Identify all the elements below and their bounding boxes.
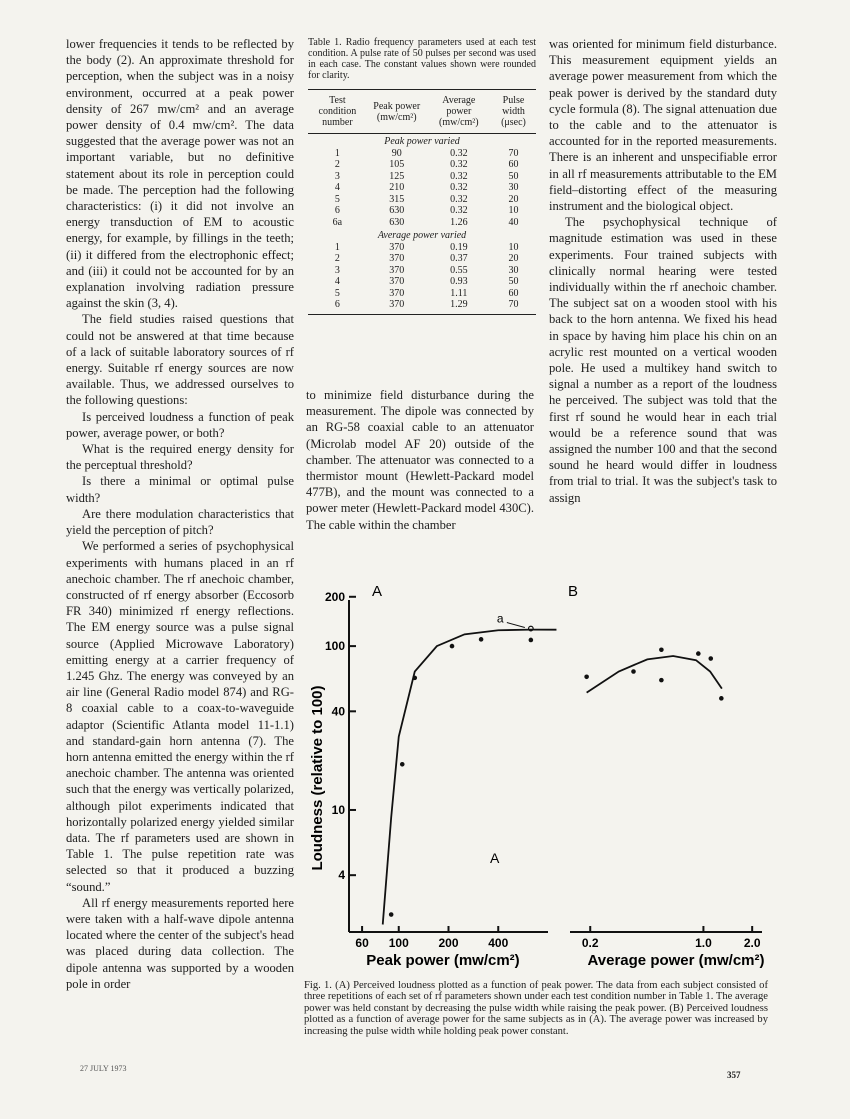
table-cell: 1.26 [450, 216, 468, 228]
x-tick-label: 200 [438, 936, 459, 950]
table-cell: 1 [334, 241, 340, 253]
table-cell: 3 [334, 264, 340, 276]
table-cell: 6a [332, 216, 343, 228]
table-cell: 3 [334, 170, 340, 182]
table-row [308, 242, 536, 254]
table-cell: 630 [389, 205, 405, 216]
panel-a-fit-curve [383, 630, 557, 925]
table-cell: 2 [334, 159, 340, 170]
left-column [66, 36, 294, 992]
table-row [308, 205, 536, 217]
table-cell: 370 [389, 287, 405, 299]
table-header-row [308, 90, 536, 134]
panel-b-point [659, 647, 664, 652]
paragraph: lower frequencies it tends to be reflected by the body (2). An approximate threshold for perception, when the subject was in a noisy environment, occurred at a peak power density of 267 mw/cm² and an average power density of 0.4 mw/cm². The data suggested that the average power was not an important variable, but no definitive statement about its role in perception could be made. The perception had the following characteristics: (i) it did not involve an energy transduction of EM to acoustic energy, for example, by fillings in the teeth; (ii) it differed from the electrophonic effect; and (iii) it could not be accounted for by an explanation involving radiation pressure against the skin (3, 4). [66, 37, 294, 311]
table-row [308, 194, 536, 206]
table-row [308, 253, 536, 265]
table-cell: 0.32 [450, 193, 468, 205]
right-column [549, 36, 777, 506]
table-cell: 40 [508, 216, 519, 228]
table-cell: 4 [334, 276, 340, 287]
table-cell: 125 [389, 170, 405, 182]
table-row [308, 171, 536, 183]
table-header: Average power (mw/cm²) [427, 90, 491, 134]
x-tick-label: 60 [355, 936, 369, 950]
table-cell: 50 [508, 276, 519, 287]
middle-column [306, 387, 534, 533]
panel-b-x-axis-label: Average power (mw/cm²) [587, 952, 765, 969]
table-header: Test condition number [308, 90, 367, 134]
table-cell: 5 [334, 193, 340, 205]
panel-a-point [400, 762, 405, 767]
table-cell: 20 [508, 253, 519, 264]
table-cell: 6 [308, 299, 367, 314]
table-row [308, 159, 536, 171]
x-tick-label: 0.2 [581, 936, 599, 950]
table-cell: 10 [508, 241, 519, 253]
paragraph: to minimize field disturbance during the measurement. The dipole was connected by an RG-58 coaxial cable to an attenuator (Microlab model AF 20) outside of the chamber. The attenuator was connected to a thermistor mount (Hewlett-Packard model 477B), and the mount was connected to a power meter (Hewlett-Packard model 430C). The cable within the chamber [306, 388, 534, 532]
table-cell: 1.11 [450, 287, 468, 299]
y-tick-label: 200 [324, 589, 345, 604]
table-1 [308, 37, 536, 315]
table-cell: 2 [334, 253, 340, 264]
figure-data [325, 590, 761, 950]
table-cell: 0.19 [450, 241, 468, 253]
table-cell: 20 [508, 193, 519, 205]
table-header: Pulse width (μsec) [491, 90, 536, 134]
table-row [308, 276, 536, 288]
paragraph: Is there a minimal or optimal pulse width? [66, 474, 294, 505]
table-cell: 370 [389, 276, 405, 287]
table-cell: 370 [389, 241, 405, 253]
table-section-row [308, 228, 536, 242]
table-cell: 70 [491, 299, 536, 314]
panel-b-point [631, 669, 636, 674]
table-cell: 0.32 [450, 159, 468, 170]
paragraph: What is the required energy density for the perceptual threshold? [66, 442, 294, 473]
panel-a-label: A [372, 583, 383, 600]
panel-a-point [412, 676, 417, 681]
parameters-table [308, 89, 536, 315]
table-row [308, 148, 536, 160]
table-cell: 0.32 [450, 170, 468, 182]
panel-b-point [659, 678, 664, 683]
table-cell: 60 [508, 159, 519, 170]
table-cell: 1 [334, 147, 340, 159]
table-cell: 370 [367, 299, 427, 314]
y-tick-label: 40 [331, 704, 345, 719]
y-tick-label: 4 [338, 868, 345, 883]
paragraph: We performed a series of psychophysical experiments with humans placed in an rf anechoic chamber. The rf anechoic chamber, constructed of rf energy absorber (Eccosorb FR 340) minimized rf energy reflections. The EM energy source was a pulse signal source (Applied Microwave Laboratory) emitting energy at a carrier frequency of 1.245 Ghz. The energy was conveyed by an air line (General Radio model 874) and RG-8 coaxial cable to a coax-to-waveguide adaptor (Scientific Atlanta model 11-1.1) and standard-gain horn antenna (7). The horn antenna emitted the energy within the rf anechoic chamber. The antenna was oriented such that the energy was vertically polarized, although pilot experiments indicated that horizontally polarized energy yielded similar data. The rf parameters used are shown in Table 1. The pulse repetition rate was selected so that it produced a buzzing “sound.” [66, 539, 294, 894]
table-row [308, 265, 536, 277]
panel-a-point [529, 638, 534, 643]
y-tick-label: 10 [331, 802, 345, 817]
table-cell: 90 [391, 147, 402, 159]
table-caption: Table 1. Radio frequency parameters used at each test condition. A pulse rate of 50 pulses per second was used in each case. The constant values shown were rounded for clarity. [308, 37, 536, 81]
table-section-label: Peak power varied [384, 136, 460, 147]
table-cell: 1.29 [427, 299, 491, 314]
table-cell: 10 [508, 205, 519, 216]
x-tick-label: 1.0 [695, 936, 712, 950]
footer-date: 27 JULY 1973 [80, 1064, 127, 1073]
table-cell: 6 [334, 205, 340, 216]
table-cell: 370 [389, 264, 405, 276]
paragraph: Are there modulation characteristics that yield the perception of pitch? [66, 506, 294, 538]
panel-b-point [696, 651, 701, 656]
table-cell: 4 [334, 182, 340, 193]
table-cell: 0.32 [450, 205, 468, 216]
paragraph: The psychophysical technique of magnitude estimation was used in these experiments. Four trained subjects with clinically normal hearing were tested individually within the rf anechoic chamber. The subject sat on a wooden stool with his back to the horn antenna. We fixed his head in space by having him place his chin on an acrylic rest mounted on a vertical wooden pole. He used a multikey hand switch to signal a number as a report of the loudness he perceived. The subject was told that the first rf sound he would hear in each trial would be a reference sound that was assigned the number 100 and that the second sound he heard would differ in loudness from trial to trial. It was the subject's task to assign [549, 215, 777, 505]
x-tick-label: 2.0 [743, 936, 761, 950]
y-tick-label: 100 [324, 639, 345, 654]
table-cell: 0.37 [450, 253, 468, 264]
table-cell: 105 [389, 159, 405, 170]
table-row [308, 299, 536, 314]
table-section-label: Average power varied [377, 230, 467, 241]
panel-b-point [708, 656, 713, 661]
paragraph: All rf energy measurements reported here were taken with a half-wave dipole antenna located where the center of the subject's head was placed during data collection. The dipole antenna was supported by a wooden pole in order [66, 895, 294, 991]
table-cell: 30 [508, 264, 519, 276]
annotation-arrow [507, 623, 525, 628]
table-row [308, 217, 536, 229]
table-section-row [308, 134, 536, 148]
page-number: 357 [727, 1070, 741, 1080]
panel-b-fit-curve [587, 656, 722, 693]
table-cell: 630 [389, 216, 405, 228]
table-cell: 0.93 [450, 276, 468, 287]
table-cell: 315 [389, 193, 405, 205]
figure-1 [300, 570, 840, 990]
table-cell: 210 [389, 182, 405, 193]
table-cell: 50 [508, 170, 519, 182]
table-cell: 70 [508, 147, 519, 159]
figure-axes [309, 583, 765, 969]
x-tick-label: 400 [488, 936, 509, 950]
panel-b-point [719, 696, 724, 701]
panel-a-point [389, 912, 394, 917]
table-row [308, 288, 536, 300]
y-axis-label: Loudness (relative to 100) [309, 685, 326, 871]
table-body [308, 134, 536, 315]
table-cell: 5 [334, 287, 340, 299]
x-tick-label: 100 [388, 936, 409, 950]
table-cell: 60 [508, 287, 519, 299]
figure-caption: Fig. 1. (A) Perceived loudness plotted as a function of peak power. The data from each subject consisted of three repetitions of each set of rf parameters shown under each test condition number in Table 1. The average power was held constant by decreasing the pulse width while raising the peak power. (B) Perceived loudness plotted as a function of average power for the same subjects as in (A). The average power was increased by increasing the pulse width while holding peak power constant. [304, 980, 768, 1037]
annotation-label: a [496, 611, 504, 626]
table-cell: 0.32 [450, 147, 468, 159]
table-cell: 30 [508, 182, 519, 193]
panel-b-label: B [568, 583, 579, 600]
paragraph: The field studies raised questions that could not be answered at that time because of a lack of suitable laboratory sources of rf energy. Suitable rf energy sources are now available. Thus, we addressed ourselves to the following questions: [66, 312, 294, 408]
panel-b-point [584, 674, 589, 679]
panel-a-point [479, 637, 484, 642]
panel-a-x-axis-label: Peak power (mw/cm²) [366, 952, 520, 969]
panel-a-inner-label: A [490, 850, 500, 866]
paragraph: Is perceived loudness a function of peak power, average power, or both? [66, 409, 294, 440]
paragraph: was oriented for minimum field disturbance. This measurement equipment yields an average power measurement from which the peak power is derived by the standard duty cycle formula (8). The signal attenuation due to the cable and to the attenuator is accounted for in the reported measurements. There is an inherent and unspecifiable error in all rf measurements attributable to the EM field–distorting effect of the measuring instrument and the biological object. [549, 37, 777, 214]
table-cell: 0.55 [450, 264, 468, 276]
panel-a-point [450, 644, 455, 649]
table-header: Peak power (mw/cm²) [367, 90, 427, 134]
table-cell: 370 [389, 253, 405, 264]
table-cell: 0.32 [450, 182, 468, 193]
table-row [308, 182, 536, 194]
